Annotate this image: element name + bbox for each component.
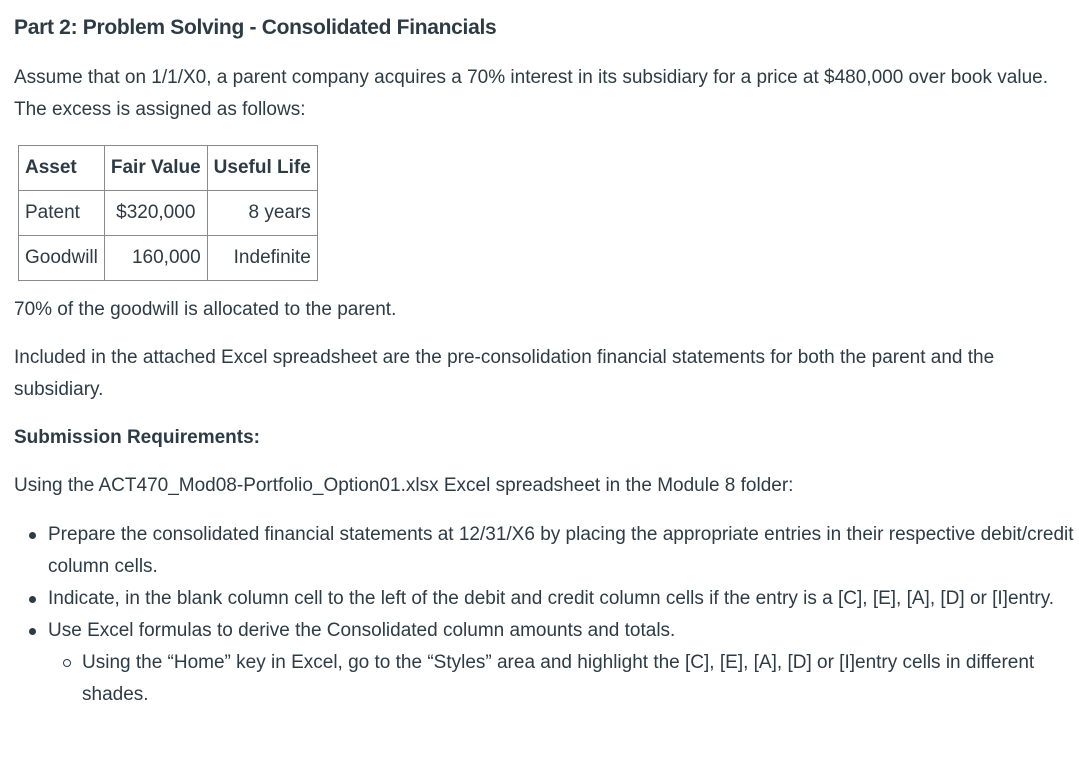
cell-fair-value: $320,000: [104, 191, 207, 236]
requirements-list: [14, 519, 1074, 711]
cell-useful-life: 8 years: [207, 191, 317, 236]
intro-paragraph: Assume that on 1/1/X0, a parent company acquires a 70% interest in its subsidiary for a price at $480,000 over book value. The excess is assigned as follows:: [14, 67, 1048, 120]
list-item: [14, 583, 1074, 615]
excess-assignment-table-wrapper: [18, 145, 318, 281]
list-item-text: Indicate, in the blank column cell to the left of the debit and credit column cells if the entry is a [C], [E], [A], [D] or [I]entry.: [48, 588, 1055, 609]
goodwill-note: 70% of the goodwill is allocated to the parent.: [14, 299, 397, 320]
page-title: Part 2: Problem Solving - Consolidated Financials: [14, 16, 497, 39]
sub-list-item-text: Using the “Home” key in Excel, go to the “Styles” area and highlight the [C], [E], [A], [D] or [I]entry cells in different shades.: [82, 652, 1035, 705]
list-item: [14, 615, 1074, 711]
cell-asset: Goodwill: [19, 236, 105, 281]
header-fair-value: Fair Value: [104, 146, 207, 191]
list-item-text: Use Excel formulas to derive the Consolidated column amounts and totals.: [48, 620, 676, 641]
sub-requirements-list: [48, 647, 1074, 711]
table-row: [19, 191, 318, 236]
cell-fair-value: 160,000: [104, 236, 207, 281]
header-useful-life: Useful Life: [207, 146, 317, 191]
cell-asset: Patent: [19, 191, 105, 236]
cell-useful-life: Indefinite: [207, 236, 317, 281]
submission-heading: Submission Requirements:: [14, 427, 260, 448]
bullet-icon: [29, 596, 36, 603]
list-item-text: Prepare the consolidated financial statements at 12/31/X6 by placing the appropriate entries in their respective debit/credit column cells.: [48, 524, 1074, 577]
header-asset: Asset: [19, 146, 105, 191]
excess-assignment-table: [18, 145, 318, 281]
using-note: Using the ACT470_Mod08-Portfolio_Option01.xlsx Excel spreadsheet in the Module 8 folder:: [14, 475, 794, 496]
table-header-row: [19, 146, 318, 191]
bullet-icon: [29, 532, 36, 539]
bullet-icon: [29, 628, 36, 635]
included-note: Included in the attached Excel spreadsheet are the pre-consolidation financial statements for both the parent and the subsidiary.: [14, 347, 995, 400]
circle-bullet-icon: [63, 659, 71, 667]
sub-list-item: [48, 647, 1074, 711]
table-row: [19, 236, 318, 281]
list-item: [14, 519, 1074, 583]
